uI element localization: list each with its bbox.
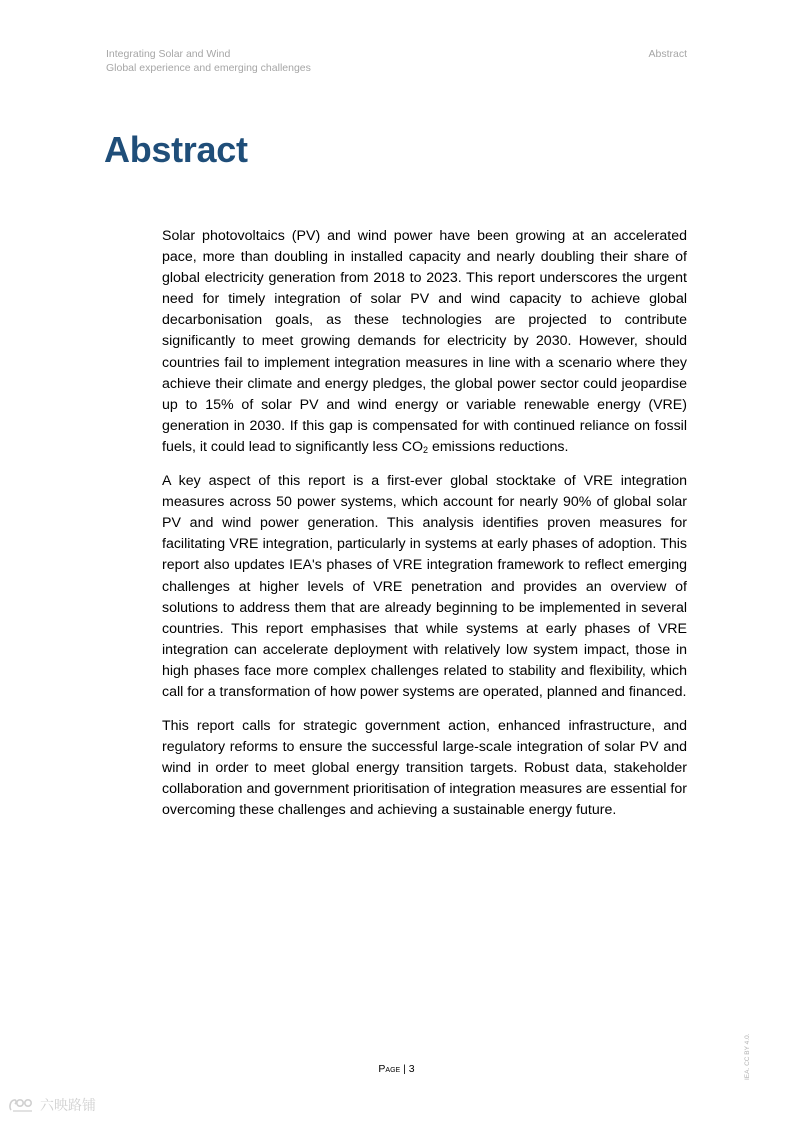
co2-subscript: 2 — [423, 444, 429, 455]
paragraph-1 — [162, 226, 687, 458]
license-note: IEA. CC BY 4.0. — [744, 1033, 751, 1080]
paragraph-1-end: emissions reductions. — [428, 438, 569, 455]
page-title: Abstract — [104, 129, 248, 170]
watermark — [8, 1095, 96, 1115]
paragraph-2: A key aspect of this report is a first-ever global stocktake of VRE integration measures across 50 power systems, which account for nearly 90% of global solar PV and wind power generation. This analysis identifies proven measures for facilitating VRE integration, particularly in systems at early phases of adoption. This report also updates IEA's phases of VRE integration framework to reflect emerging challenges at higher levels of VRE penetration and provides an overview of solutions to address them that are already beginning to be implemented in several countries. This report emphasises that while systems at early phases of VRE integration can accelerate deployment with relatively low system impact, those in high phases face more complex challenges related to stability and flexibility, which call for a transformation of how power systems are operated, planned and financed. — [162, 473, 687, 700]
report-title: Integrating Solar and Wind — [106, 48, 231, 60]
page-separator: | — [400, 1063, 409, 1075]
running-header — [106, 47, 311, 75]
page-number: 3 — [408, 1063, 415, 1075]
report-subtitle: Global experience and emerging challenges — [106, 62, 311, 74]
watermark-logo-icon — [8, 1095, 36, 1115]
abstract-body — [162, 226, 687, 835]
paragraph-3: This report calls for strategic government action, enhanced infrastructure, and regulatory reforms to ensure the successful large-scale integration of solar PV and wind in order to meet global energy transition targets. Robust data, stakeholder collaboration and government prioritisation of integration measures are essential for overcoming these challenges and achieving a sustainable energy future. — [162, 718, 687, 819]
section-label: Abstract — [648, 48, 687, 60]
watermark-text: 六映路铺 — [40, 1097, 96, 1113]
page-footer — [0, 1062, 793, 1076]
paragraph-1-text: Solar photovoltaics (PV) and wind power have been growing at an accelerated pace, more than doubling in installed capacity and nearly doubling their share of global electricity generation from 2018 to 2023. This report underscores the urgent need for timely integration of solar PV and wind capacity to achieve global decarbonisation goals, as these technologies are projected to contribute significantly to meet growing demands for electricity by 2030. However, should countries fail to implement integration measures in line with a scenario where they achieve their climate and energy pledges, the global power sector could jeopardise up to 15% of solar PV and wind energy or variable renewable energy (VRE) generation in 2030. If this gap is compensated for with continued reliance on fossil fuels, it could lead to significantly less CO — [162, 228, 687, 455]
page-word: Page — [378, 1063, 401, 1075]
